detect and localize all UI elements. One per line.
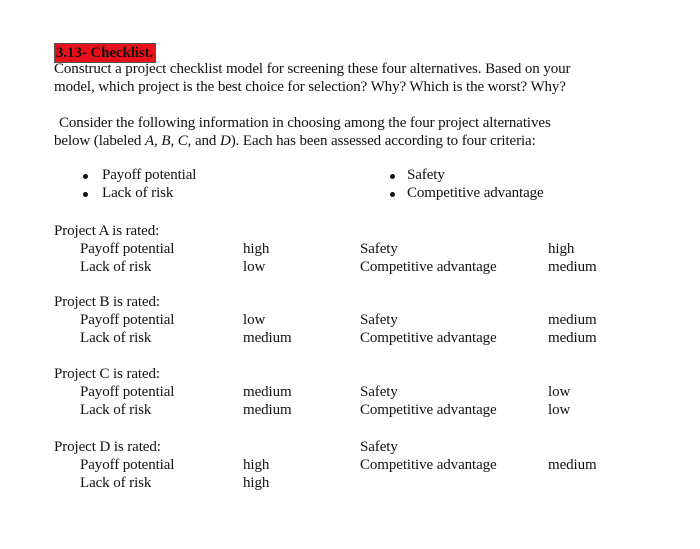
rating-value: low [243,259,266,275]
intro-line-1: Consider the following information in choosing among the four project alternatives [59,115,551,131]
rating-value: medium [243,330,292,346]
criterion-label: Payoff potential [80,457,175,473]
criterion-label: Safety [360,241,398,257]
criterion-label: Lack of risk [80,259,152,275]
criterion-label: Safety [360,384,398,400]
rating-value: medium [548,457,597,473]
question-line-2: model, which project is the best choice for selection? Why? Which is the worst? Why? [54,79,566,95]
criterion-label: Lack of risk [80,330,152,346]
criterion-label: Lack of risk [80,475,152,491]
criterion-label: Competitive advantage [360,330,497,346]
rating-value: low [243,312,266,328]
criteria-item: Competitive advantage [407,185,544,201]
rating-value: medium [548,330,597,346]
problem-heading: 3.13- Checklist. [54,43,156,63]
bullet-icon [390,192,395,197]
intro-line-2: below (labeled A, B, C, and D). Each has been assessed according to four criteria: [54,133,536,149]
rating-value: low [548,384,571,400]
bullet-icon [83,174,88,179]
criterion-label: Competitive advantage [360,457,497,473]
criterion-label: Payoff potential [80,312,175,328]
criterion-label: Competitive advantage [360,402,497,418]
rating-value: low [548,402,571,418]
rating-value: high [243,457,270,473]
criteria-item: Safety [407,167,445,183]
bullet-icon [83,192,88,197]
rating-value: high [243,241,270,257]
rating-value: high [243,475,270,491]
criterion-label: Safety [360,312,398,328]
project-title: Project D is rated: [54,439,161,455]
project-title: Project A is rated: [54,223,160,239]
criterion-label: Payoff potential [80,384,175,400]
rating-value: medium [243,402,292,418]
rating-value: medium [548,259,597,275]
project-title: Project C is rated: [54,366,160,382]
criteria-item: Payoff potential [102,167,197,183]
project-title: Project B is rated: [54,294,160,310]
criterion-label: Lack of risk [80,402,152,418]
rating-value: high [548,241,575,257]
question-line-1: Construct a project checklist model for screening these four alternatives. Based on your [54,61,571,77]
criteria-item: Lack of risk [102,185,174,201]
criterion-label: Payoff potential [80,241,175,257]
criterion-label: Safety [360,439,398,455]
rating-value: medium [548,312,597,328]
rating-value: medium [243,384,292,400]
criterion-label: Competitive advantage [360,259,497,275]
bullet-icon [390,174,395,179]
